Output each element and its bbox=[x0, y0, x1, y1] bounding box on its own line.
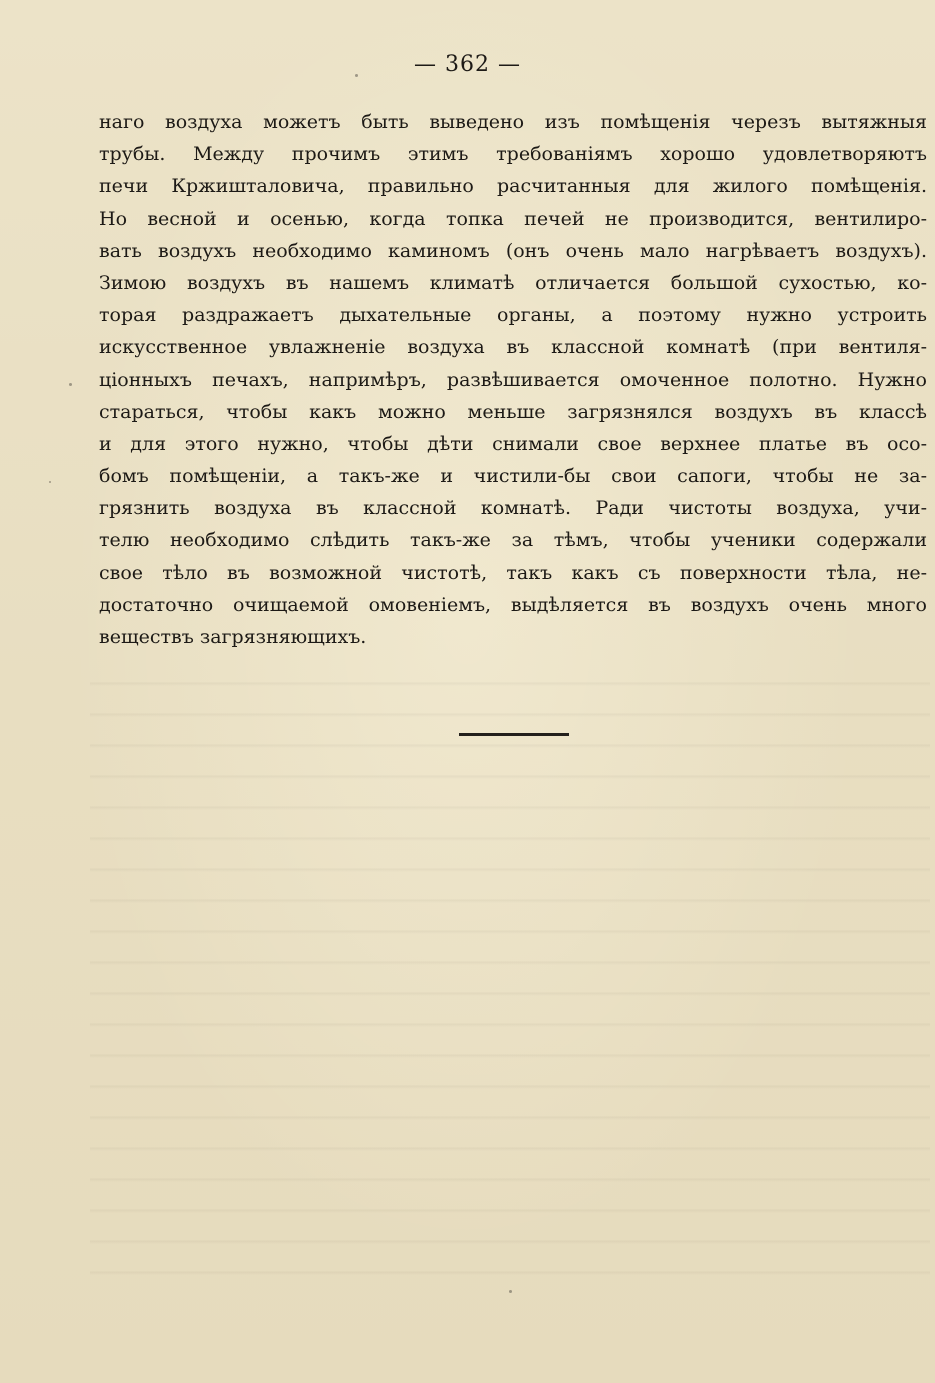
text-line: стараться, чтобы какъ можно меньше загрязнялся воздухъ въ классѣ bbox=[99, 400, 927, 423]
page-number: — 362 — bbox=[414, 52, 521, 77]
text-line: торая раздражаетъ дыхательные органы, а поэтому нужно устроить bbox=[99, 304, 927, 327]
text-line: веществъ загрязняющихъ. bbox=[99, 626, 367, 648]
text-line: достаточно очищаемой омовеніемъ, выдѣляется въ воздухъ очень много bbox=[99, 593, 927, 616]
paper-speck bbox=[509, 1290, 512, 1293]
text-line: телю необходимо слѣдить такъ-же за тѣмъ, чтобы ученики содержали bbox=[99, 529, 927, 552]
text-line: и для этого нужно, чтобы дѣти снимали свое верхнее платье въ осо- bbox=[99, 432, 927, 455]
text-line: грязнить воздуха въ классной комнатѣ. Ради чистоты воздуха, учи- bbox=[99, 497, 927, 520]
text-line: Но весной и осенью, когда топка печей не производится, вентилиро- bbox=[99, 207, 927, 230]
text-line: искусственное увлажненіе воздуха въ классной комнатѣ (при вентиля- bbox=[99, 336, 927, 359]
text-line: свое тѣло въ возможной чистотѣ, такъ какъ съ поверхности тѣла, не- bbox=[99, 561, 927, 584]
text-line: бомъ помѣщеніи, а такъ-же и чистили-бы свои сапоги, чтобы не за- bbox=[99, 465, 927, 488]
text-line: трубы. Между прочимъ этимъ требованіямъ хорошо удовлетворяютъ bbox=[99, 143, 927, 166]
text-line: ціонныхъ печахъ, напримѣръ, развѣшивается омоченное полотно. Нужно bbox=[99, 368, 927, 391]
text-line: печи Кржишталовича, правильно расчитанныя для жилого помѣщенія. bbox=[99, 175, 927, 198]
text-line: вать воздухъ необходимо каминомъ (онъ очень мало нагрѣваетъ воздухъ). bbox=[99, 239, 927, 262]
body-text bbox=[99, 106, 927, 653]
text-line: наго воздуха можетъ быть выведено изъ помѣщенія черезъ вытяжныя bbox=[99, 111, 927, 133]
show-through-texture bbox=[90, 660, 930, 1300]
paper-speck bbox=[69, 383, 72, 386]
paper-speck bbox=[49, 481, 51, 483]
text-line: Зимою воздухъ въ нашемъ климатѣ отличается большой сухостью, ко- bbox=[99, 271, 927, 294]
paper-speck bbox=[355, 74, 358, 77]
section-end-rule bbox=[459, 733, 569, 736]
